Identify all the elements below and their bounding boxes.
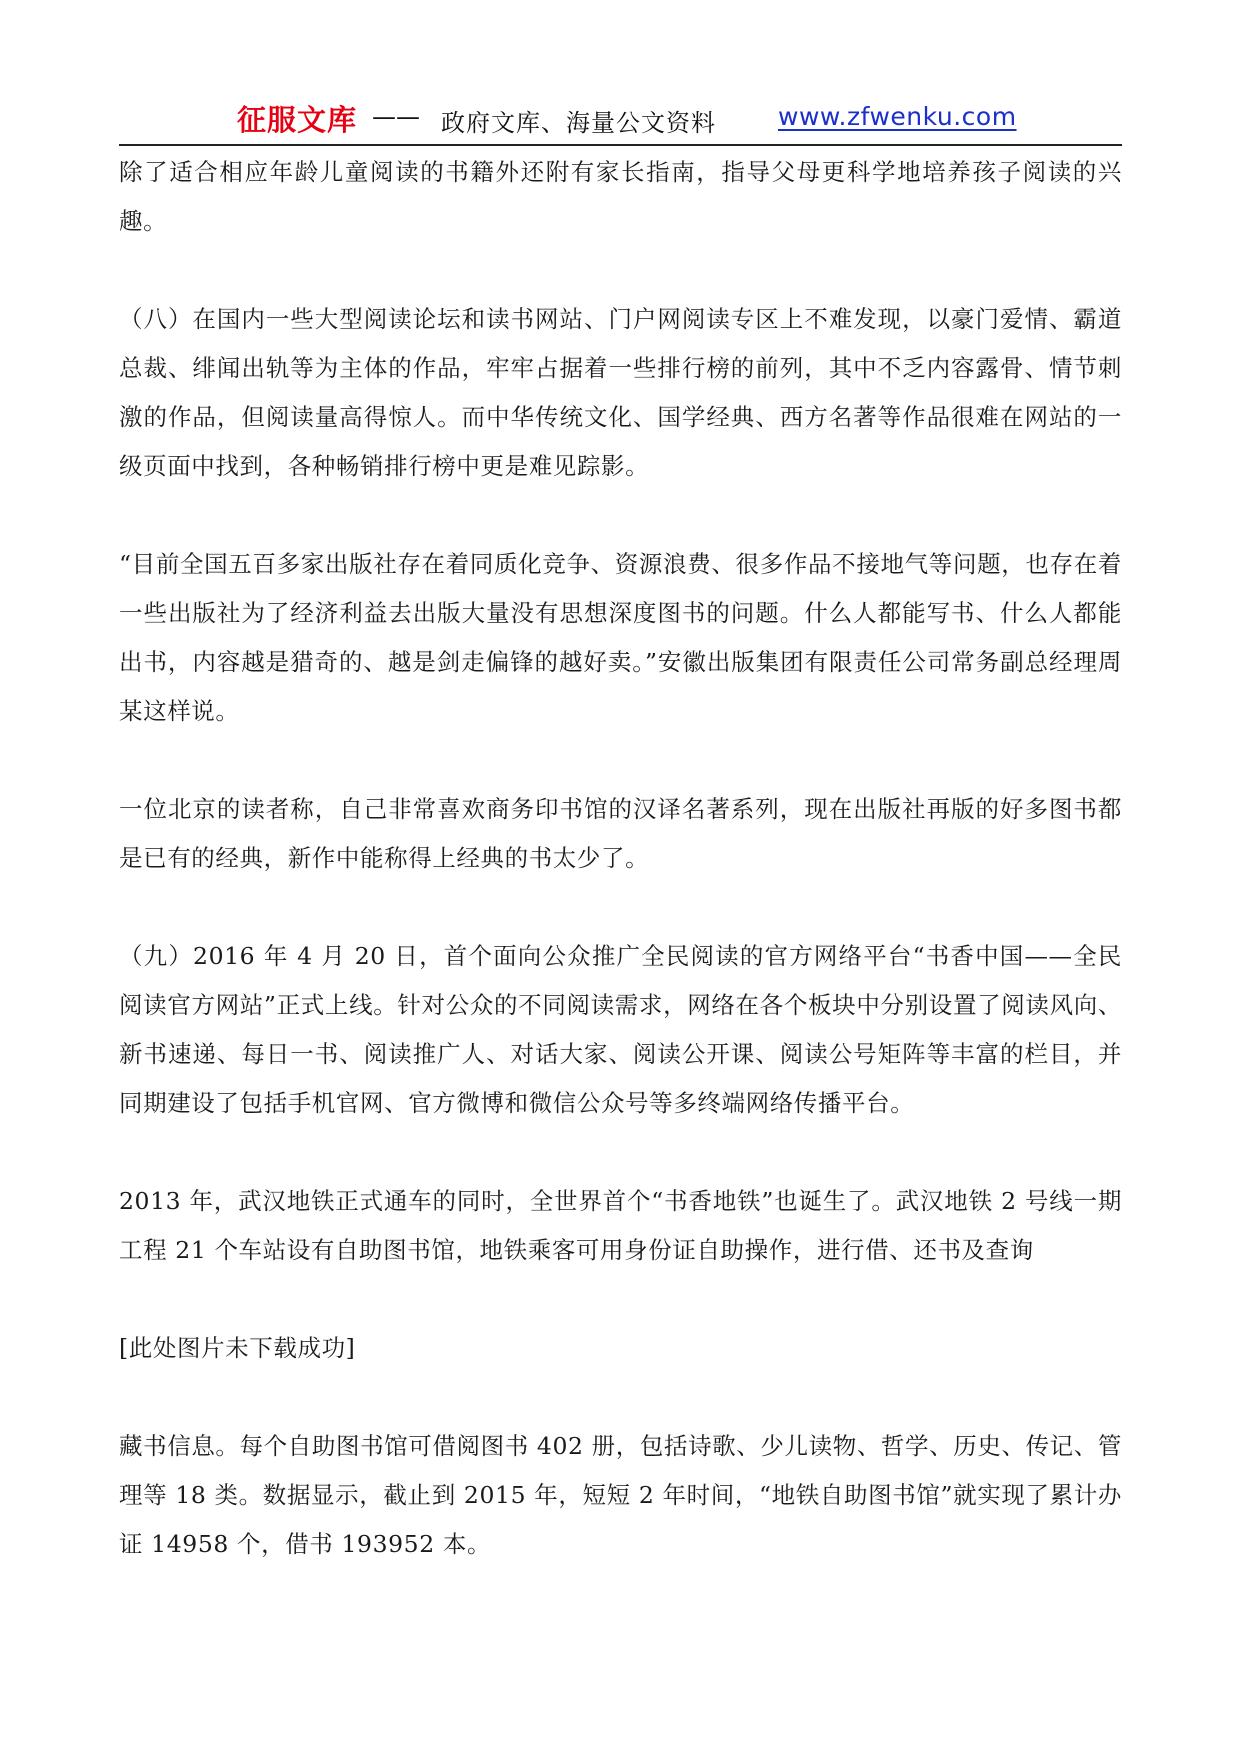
site-url-link[interactable]: www.zfwenku.com xyxy=(778,102,1017,131)
site-brand-logo: 征服文库 xyxy=(237,103,358,137)
paragraph-beijing-reader: 一位北京的读者称，自己非常喜欢商务印书馆的汉译名著系列，现在出版社再版的好多图书都是已有的经典，新作中能称得上经典的书太少了。 xyxy=(119,795,1122,872)
paragraph-wuhan-metro: 2013 年，武汉地铁正式通车的同时，全世界首个“书香地铁”也诞生了。武汉地铁 2 号线一期工程 21 个车站设有自助图书馆，地铁乘客可用身份证自助操作，进行借、还书及查询 xyxy=(119,1187,1122,1264)
paragraph-library-stats: 藏书信息。每个自助图书馆可借阅图书 402 册，包括诗歌、少儿读物、哲学、历史、传记、管理等 18 类。数据显示，截止到 2015 年，短短 2 年时间，“地铁自助图书馆”就实现了累计办证 14958 个，借书 193952 本。 xyxy=(119,1432,1122,1558)
site-header xyxy=(119,96,1122,146)
paragraph-section-8: （八）在国内一些大型阅读论坛和读书网站、门户网阅读专区上不难发现，以豪门爱情、霸道总裁、绯闻出轨等为主体的作品，牢牢占据着一些排行榜的前列，其中不乏内容露骨、情节刺激的作品，但阅读量高得惊人。而中华传统文化、国学经典、西方名著等作品很难在网站的一级页面中找到，各种畅销排行榜中更是难见踪影。 xyxy=(119,305,1122,480)
header-dash: —— xyxy=(372,103,420,131)
paragraph-publisher-quote: “目前全国五百多家出版社存在着同质化竞争、资源浪费、很多作品不接地气等问题，也存在着一些出版社为了经济利益去出版大量没有思想深度图书的问题。什么人都能写书、什么人都能出书，内容越是猎奇的、越是剑走偏锋的越好卖。”安徽出版集团有限责任公司常务副总经理周某这样说。 xyxy=(119,550,1122,725)
document-body xyxy=(119,148,1122,1569)
paragraph-section-9: （九）2016 年 4 月 20 日，首个面向公众推广全民阅读的官方网络平台“书香中国——全民阅读官方网站”正式上线。针对公众的不同阅读需求，网络在各个板块中分别设置了阅读风向、新书速递、每日一书、阅读推广人、对话大家、阅读公开课、阅读公号矩阵等丰富的栏目，并同期建设了包括手机官网、官方微博和微信公众号等多终端网络传播平台。 xyxy=(119,942,1122,1117)
image-missing-placeholder: [此处图片未下载成功] xyxy=(119,1334,356,1362)
paragraph-parent-guide: 除了适合相应年龄儿童阅读的书籍外还附有家长指南，指导父母更科学地培养孩子阅读的兴趣。 xyxy=(119,158,1122,235)
site-tagline: 政府文库、海量公文资料 xyxy=(441,109,716,137)
